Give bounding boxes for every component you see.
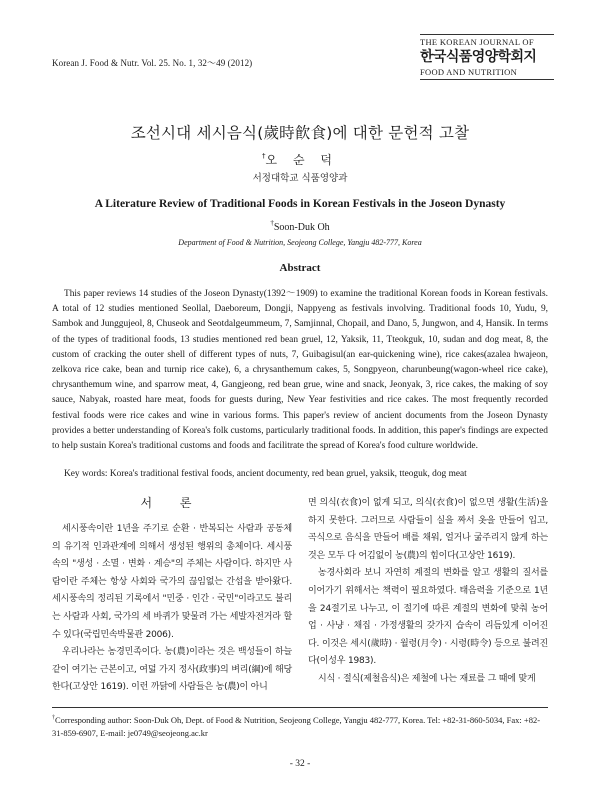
masthead-bottom-rule: [420, 79, 554, 80]
body-paragraph: 시식 · 절식(제철음식)은 제철에 나는 재료를 그 때에 맞게: [318, 673, 536, 684]
footnote-corresponding-author: [52, 712, 548, 739]
affiliation-korean: 서정대학교 식품영양과: [252, 173, 348, 184]
title-korean: 조선시대 세시음식(歲時飮食)에 대한 문헌적 고찰: [130, 124, 470, 142]
section-heading-introduction: 서 론: [140, 496, 204, 510]
body-paragraph: 면 의식(衣食)이 없게 되고, 의식(衣食)이 없으면 생활(生活)을 하지 못한다. 그러므로 사람들이 실을 짜서 옷을 만들어 입고, 곡식으로 음식을 만들어 배를 채워, 얼거나 굶주리지 않게 하는 것은 모두 다 어김없이 농(農)의 힘이다(고상안 1619).: [308, 498, 548, 561]
corresponding-mark-en: †: [270, 219, 274, 227]
author-korean-name: 오 순 덕: [265, 153, 338, 167]
title-english: A Literature Review of Traditional Foods in Korean Festivals in the Joseon Dynasty: [94, 198, 506, 210]
body-paragraph: 세시풍속이란 1년을 주기로 순환 · 반복되는 사람과 공동체의 유기적 인과관계에 의해서 생성된 행위의 총체이다. 세시풍속의 "생성 · 소멸 · 변화 · 계승"의 주체는 사람이다. 하지만 사람이란 주체는 항상 사회와 국가의 끊임없는 간섭을 받아왔다. 세시풍속의 정리된 기록에서 "민중 · 인간 · 국민"이라고도 불리는 사람과 사회, 국가의 세 바퀴가 맞물려 가는 세발자전거라 할 수 있다(국립민속박물관 2006).: [52, 524, 292, 640]
footnote-mark: †: [52, 715, 55, 721]
footnote-divider: [52, 707, 548, 708]
journal-name-en-line2: FOOD AND NUTRITION: [420, 67, 518, 77]
page-number: - 32 -: [289, 759, 311, 769]
body-paragraph: 농경사회라 보니 자연히 계절의 변화를 알고 생활의 질서를 이어가기 위해서는 책력이 필요하였다. 태음력을 기준으로 1년을 24절기로 나누고, 이 절기에 따른 계절의 변화에 맞춰 농어업 · 사냥 · 채집 · 가정생활의 갖가지 습속이 리듬있게 이어진다. 이것은 세시(歲時) · 월령(月令) · 시령(時令) 등으로 불려진다(이성우 1983).: [308, 568, 548, 667]
left-column: [52, 495, 292, 697]
journal-name-en-line1: THE KOREAN JOURNAL OF: [420, 37, 534, 47]
keywords: Key words: Korea's traditional festival foods, ancient documenty, red bean gruel, yaksik, tteoguk, dog meat: [64, 469, 467, 479]
journal-masthead: [420, 34, 554, 80]
journal-citation: Korean J. Food & Nutr. Vol. 25. No. 1, 32～49 (2012): [52, 58, 253, 68]
author-korean: [0, 151, 600, 168]
masthead-top-rule: [420, 34, 554, 35]
corresponding-mark: †: [262, 152, 266, 160]
author-english-name: Soon-Duk Oh: [273, 222, 330, 233]
footnote-text: Corresponding author: Soon-Duk Oh, Dept. of Food & Nutrition, Seojeong College, Yangju 482-777, Korea. Tel: +82-31-860-5034, Fax: +82-31-859-6907, E-mail: je0749@seojeong.ac.kr: [52, 715, 541, 738]
journal-name-ko: 한국식품영양학회지: [420, 49, 537, 65]
affiliation-english: Department of Food & Nutrition, Seojeong College, Yangju 482-777, Korea: [178, 238, 422, 247]
body-paragraph: 우리나라는 농경민족이다. 농(農)이라는 것은 백성들이 하늘같이 여기는 근본이고, 여덟 가지 정사(政事)의 벼리(綱)에 해당한다(고상안 1619). 이런 까닭에 사람들은 농(農)이 아니: [52, 647, 292, 693]
author-english: [0, 219, 600, 233]
abstract-heading: Abstract: [279, 262, 321, 274]
right-column: [308, 495, 548, 689]
abstract-body: This paper reviews 14 studies of the Joseon Dynasty(1392～1909) to examine the traditional Korean foods in Korean festivals. A total of 12 studies mentioned Seollal, Daeboreum, Dongji, Nappyeng as festivals involving. Traditional foods 10, Yudu, 9, Sambok and Junggujeol, 8, Chuseok and Seotdalgeummeum, 7, Samjinnal, Chopail, and Dano, 5, Jungwon, and 4, Hansik. In terms of the types of traditional foods, 13 studies mentioned red bean gruel, 12, Yaksik, 11, Tteokguk, 10, sudan and dog meat, 8, the custom of cracking the outer shell of different types of nuts, 7, Guibagisul(an ear-quickening wine), rice cakes(azalea hwajeon, zelkova rice cake, bean and turnip rice cake), 6, a chrysanthemum cakes, 5, Songpyeon, charunbeung(wagon-wheel rice cake), chrysanthemum wine, and sparrow meat, 4, Gangjeong, red bean grue, wine and snack, Jeonyak, 3, rice cakes, the making of soy sauce, Nabyak, roasted hare meat, foods for guests during, New Year festivities and rice cakes. The most frequently recorded festival foods were rice cakes and wine in various forms. This paper's review of ancient documents from the Joseon Dynasty provides a better understanding of Korea's folk customs, particularly traditional foods. In addition, this paper's findings are expected to help sustain Korea's traditional customs and foods and facilitrate the spread of Korea's food culture worldwide.: [52, 289, 548, 452]
